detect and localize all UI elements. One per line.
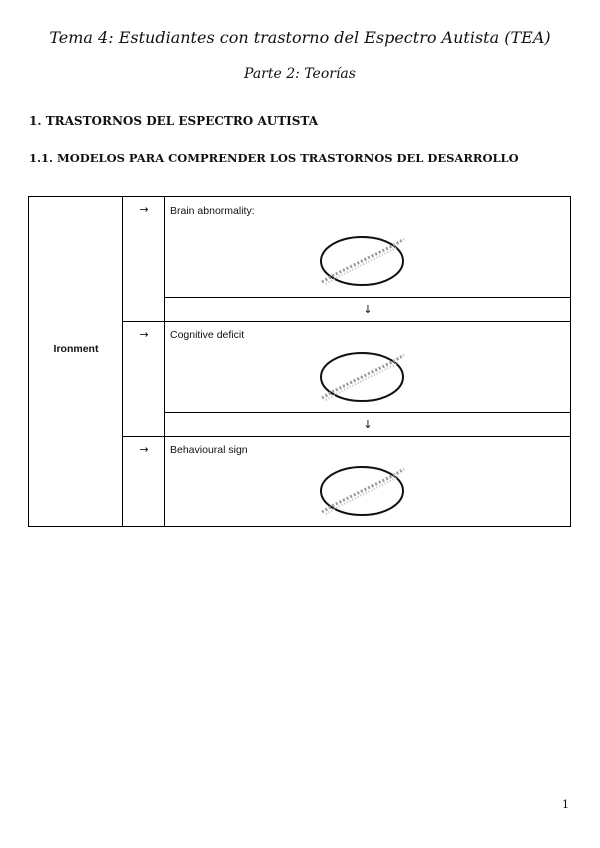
right-arrow-brain: → bbox=[139, 203, 149, 216]
causal-model-diagram bbox=[28, 196, 571, 527]
stamp-seal-icon bbox=[314, 346, 410, 408]
page-number: 1 bbox=[562, 798, 569, 811]
environment-column bbox=[29, 197, 123, 526]
environment-label: Ironment bbox=[53, 343, 99, 355]
stamp-seal-icon bbox=[314, 460, 410, 522]
document-subtitle: Parte 2: Teorías bbox=[244, 66, 356, 82]
arrow-column bbox=[123, 197, 165, 526]
level-label-behavioural: Behavioural sign bbox=[170, 444, 248, 456]
level-label-brain: Brain abnormality: bbox=[170, 205, 255, 217]
separator-line bbox=[123, 321, 571, 322]
stamp-seal-icon bbox=[314, 230, 410, 292]
level-label-cognitive: Cognitive deficit bbox=[170, 329, 245, 341]
separator-line bbox=[165, 297, 571, 298]
down-arrow-2: ↓ bbox=[363, 418, 373, 431]
separator-line bbox=[123, 436, 571, 437]
document-title: Tema 4: Estudiantes con trastorno del Espectro Autista (TEA) bbox=[49, 28, 551, 47]
right-arrow-behavioural: → bbox=[139, 443, 149, 456]
right-arrow-cognitive: → bbox=[139, 328, 149, 341]
subsection-heading: 1.1. MODELOS PARA COMPRENDER LOS TRASTORNOS DEL DESARROLLO bbox=[29, 151, 519, 165]
separator-line bbox=[165, 412, 571, 413]
section-heading: 1. TRASTORNOS DEL ESPECTRO AUTISTA bbox=[29, 114, 319, 128]
down-arrow-1: ↓ bbox=[363, 303, 373, 316]
